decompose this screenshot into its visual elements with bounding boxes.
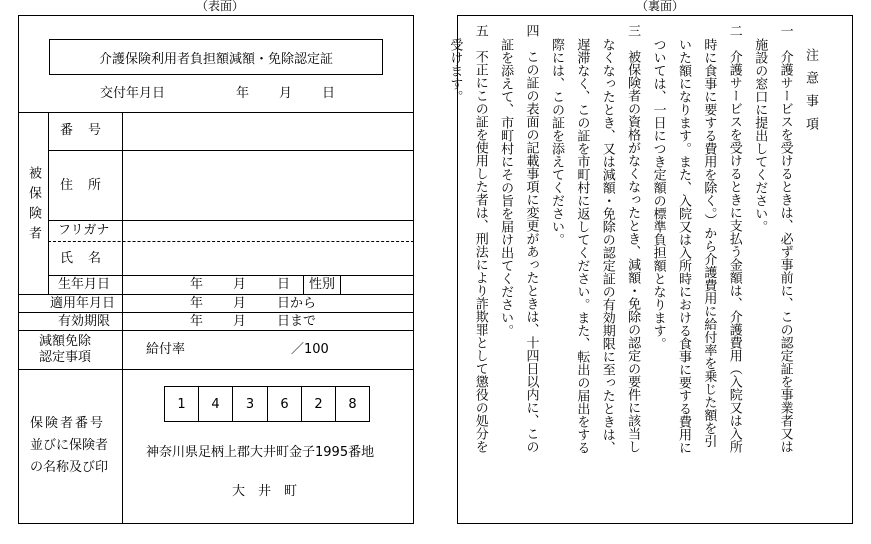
item3-line3: 遅滞なく、この証を市町村に返してください。また、転出の届出をする [574, 38, 590, 454]
address-label: 住 所 [60, 178, 103, 193]
line-under-name [48, 275, 414, 276]
insurer-digit-5: 2 [301, 386, 336, 422]
sex-col-line-left [303, 275, 304, 294]
insurer-digit-4: 6 [267, 386, 302, 422]
name-label: 氏 名 [60, 251, 103, 266]
insurer-digit-2: 4 [198, 386, 233, 422]
issue-date-year-unit: 年 [236, 86, 250, 101]
applied-date-label: 適用年月日 [50, 296, 116, 311]
item3-line2: なくなったとき、又は減額・免除の認定証の有効期限に至ったときは、 [599, 38, 615, 454]
line-under-applied [18, 312, 414, 313]
item4-line1: 四 この証の表面の記載事項に変更があったときは、十四日以内に、この [523, 24, 539, 453]
item1-line2: 施設の窓口に提出してください。 [752, 38, 768, 233]
reduction-label-line1: 減額免除 [39, 334, 92, 349]
insurer-name: 大 井 町 [232, 484, 298, 499]
insurer-col-line [122, 369, 123, 524]
insurer-digit-6: 8 [335, 386, 370, 422]
insurer-digit-3: 3 [232, 386, 268, 422]
insurer-label-line2: 並びに保険者 [30, 438, 109, 453]
sex-col-line-right [340, 275, 341, 294]
item2-line2: 時に食事に要する費用を除く。）から介護費用に給付率を乗じた額を引 [701, 38, 717, 448]
birthdate-year-unit: 年 [190, 277, 204, 292]
insurer-label-line1: 保険者番号 [30, 416, 106, 431]
item5-line1: 五 不正にこの証を使用した者は、刑法により詐欺罪として懲役の処分を [472, 24, 488, 453]
applied-date-month-unit: 月 [233, 296, 247, 311]
item5-line2: 受けます。 [447, 38, 463, 103]
applied-date-day-unit: 日から [277, 296, 317, 311]
item4-num: 四 [523, 24, 539, 37]
item2-line4: ついては、一日につき定額の標準負担額となります。 [650, 38, 666, 350]
line-under-number [48, 150, 414, 151]
item1-line1: 一 介護サービスを受けるときは、必ず事前に、この認定証を事業者又は [777, 24, 793, 453]
insurer-digit-1: 1 [164, 386, 199, 422]
valid-until-label: 有効期限 [58, 314, 111, 329]
insured-label: 被保険者 [26, 166, 41, 246]
line-under-address [48, 220, 414, 221]
benefit-rate-suffix: ／100 [291, 342, 329, 357]
insured-col-line [48, 112, 49, 294]
valid-until-month-unit: 月 [233, 314, 247, 329]
sex-label: 性別 [309, 277, 336, 292]
benefit-rate-label: 給付率 [146, 342, 186, 357]
item3-num: 三 [625, 24, 641, 37]
issue-date-day-unit: 日 [322, 86, 336, 101]
line-under-issue [18, 112, 414, 113]
valid-until-day-unit: 日まで [277, 314, 317, 329]
insurer-label-line3: の名称及び印 [30, 460, 109, 475]
line-under-reduction [18, 369, 414, 370]
item2-num: 二 [726, 24, 742, 37]
card-title: 介護保険利用者負担額減額・免除認定証 [49, 39, 383, 75]
line-under-furigana [48, 241, 414, 242]
item2-line1: 二 介護サービスを受けるときに支払う金額は、介護費用（入院又は入所 [726, 24, 742, 453]
line-under-valid [18, 330, 414, 331]
birthdate-label: 生年月日 [58, 277, 111, 292]
item5-num: 五 [472, 24, 488, 37]
issue-date-label: 交付年月日 [100, 86, 166, 101]
item3-line1: 三 被保険者の資格がなくなったとき、減額・免除の認定の要件に該当し [625, 24, 641, 453]
reduction-label-line2: 認定事項 [39, 350, 92, 365]
birthdate-day-unit: 日 [277, 277, 291, 292]
notes-text [442, 24, 823, 524]
furigana-label: フリガナ [58, 223, 110, 238]
item4-line2: 証を添えて、市町村にその旨を届け出てください。 [498, 38, 514, 337]
notes-title: 注意事項 [803, 48, 818, 140]
issue-date-month-unit: 月 [279, 86, 293, 101]
number-label: 番 号 [60, 123, 103, 138]
item3-line4: 際には、この証を添えてください。 [548, 38, 564, 246]
item1-num: 一 [777, 24, 793, 37]
front-caption: （表面） [196, 0, 245, 13]
insurer-address: 神奈川県足柄上郡大井町金子1995番地 [146, 445, 375, 460]
line-under-birthdate [18, 294, 414, 295]
item2-line3: いた額になります。また、入院又は入所時における食事に要する費用に [675, 38, 691, 454]
label-col-line [122, 112, 123, 369]
birthdate-month-unit: 月 [233, 277, 247, 292]
applied-date-year-unit: 年 [190, 296, 204, 311]
valid-until-year-unit: 年 [190, 314, 204, 329]
back-caption: （裏面） [636, 0, 685, 13]
